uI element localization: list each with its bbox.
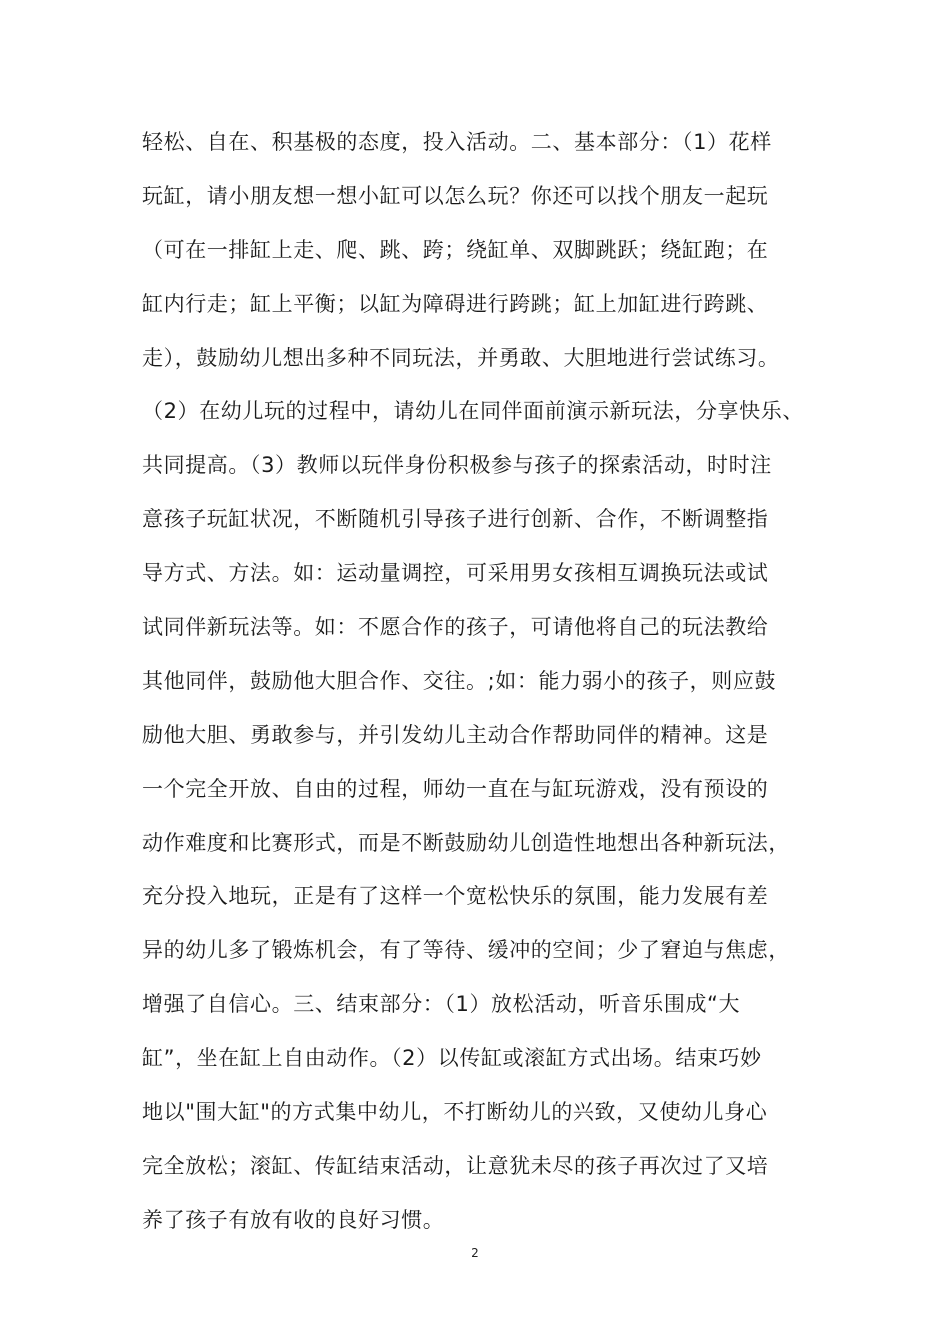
text-line: 励他大胆、勇敢参与，并引发幼儿主动合作帮助同伴的精神。这是 [142, 722, 769, 747]
text-line: 轻松、自在、积基极的态度，投入活动。二、基本部分：（1）花样 [142, 130, 772, 154]
text-line: 共同提高。（3）教师以玩伴身份积极参与孩子的探索活动，时时注 [142, 453, 772, 478]
text-line: 动作难度和比赛形式，而是不断鼓励幼儿创造性地想出各种新玩法， [142, 830, 790, 855]
text-line: 异的幼儿多了锻炼机会，有了等待、缓冲的空间；少了窘迫与焦虑， [142, 938, 790, 963]
text-line: 缸”，坐在缸上自由动作。（2）以传缸或滚缸方式出场。结束巧妙 [142, 1046, 762, 1071]
text-line: 增强了自信心。三、结束部分：（1）放松活动，听音乐围成“大 [142, 992, 741, 1017]
text-line: 充分投入地玩，正是有了这样一个宽松快乐的氛围，能力发展有差 [142, 884, 769, 909]
text-line: 地以"围大缸"的方式集中幼儿，不打断幼儿的兴致，又使幼儿身心 [142, 1100, 768, 1125]
text-line: 缸内行走；缸上平衡；以缸为障碍进行跨跳；缸上加缸进行跨跳、 [142, 291, 769, 316]
text-line: （可在一排缸上走、爬、跳、跨；绕缸单、双脚跳跃；绕缸跑；在 [142, 237, 769, 262]
text-line: 试同伴新玩法等。如：不愿合作的孩子，可请他将自己的玩法教给 [142, 615, 769, 640]
text-line: 意孩子玩缸状况，不断随机引导孩子进行创新、合作，不断调整指 [142, 507, 769, 532]
body-text [142, 116, 832, 1248]
text-line: 导方式、方法。如：运动量调控，可采用男女孩相互调换玩法或试 [142, 561, 769, 586]
text-line: （2）在幼儿玩的过程中，请幼儿在同伴面前演示新玩法，分享快乐、 [142, 399, 804, 424]
text-line: 走），鼓励幼儿想出多种不同玩法，并勇敢、大胆地进行尝试练习。 [142, 345, 780, 370]
text-line: 玩缸，请小朋友想一想小缸可以怎么玩？你还可以找个朋友一起玩 [142, 183, 769, 208]
page-number: 2 [471, 1246, 479, 1260]
text-line: 一个完全开放、自由的过程，师幼一直在与缸玩游戏，没有预设的 [142, 776, 769, 801]
text-line: 其他同伴，鼓励他大胆合作、交往。;如：能力弱小的孩子，则应鼓 [142, 668, 777, 693]
text-line: 完全放松；滚缸、传缸结束活动，让意犹未尽的孩子再次过了又培 [142, 1153, 769, 1178]
text-line: 养了孩子有放有收的良好习惯。 [142, 1207, 445, 1232]
